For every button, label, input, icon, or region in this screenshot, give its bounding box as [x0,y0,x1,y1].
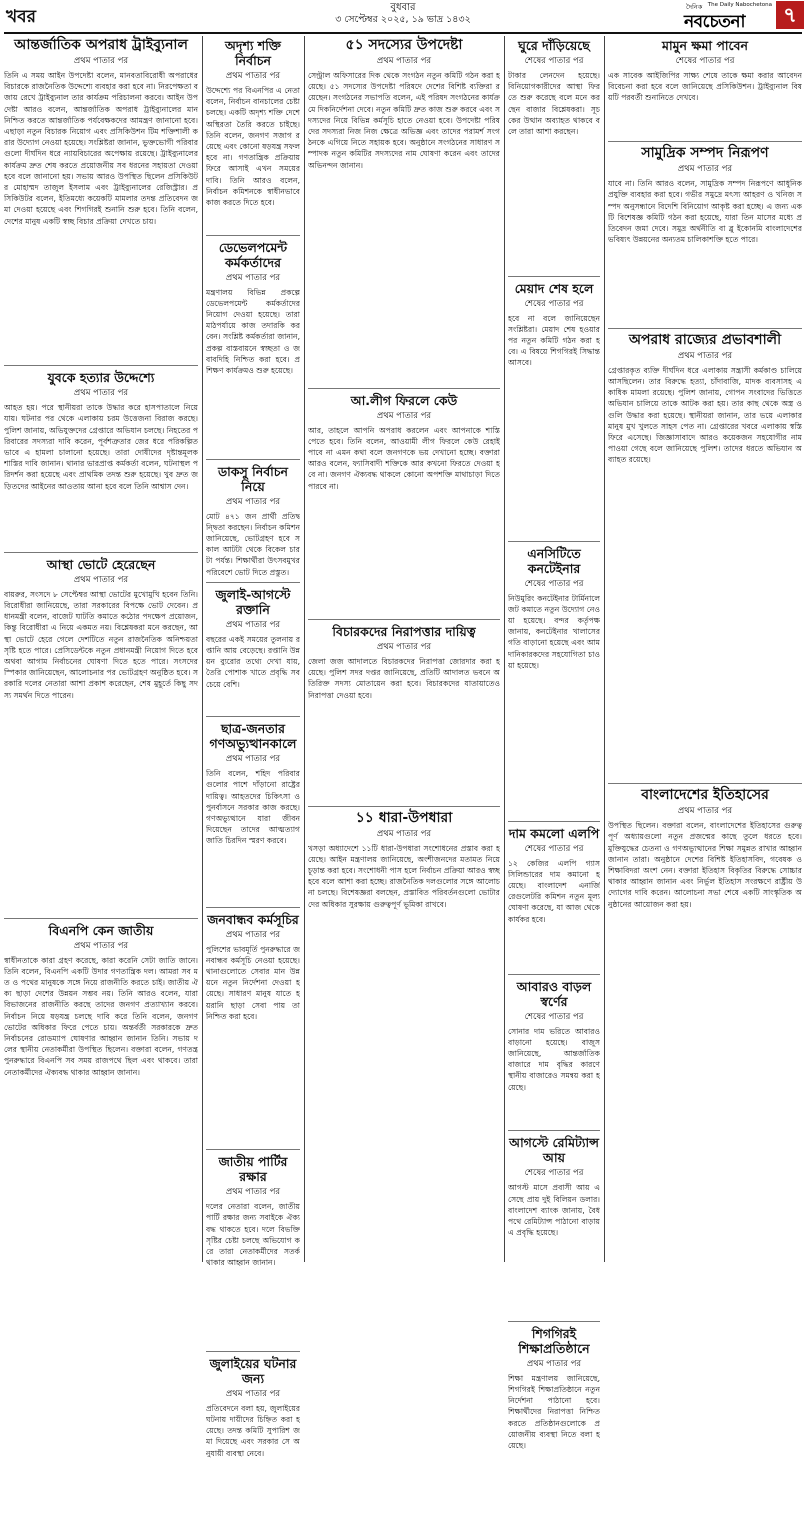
article-divider [508,1130,600,1132]
article-byline: প্রথম পাতার পর [225,1388,281,1399]
article-divider [206,1351,300,1353]
article-headline: অদৃশ্য শক্তি নির্বাচন [225,38,281,68]
article-byline: প্রথম পাতার পর [73,940,129,951]
article-byline: প্রথম পাতার পর [225,754,281,765]
article-body: সেন্ট্রাল অফিসারের দিক থেকে সংগঠন নতুন কমিটি গঠন করা হয়েছে। ৫১ সদস্যের উপদেষ্টা পরিষদে দেশের বিশিষ্ট ব্যক্তিরা রয়েছেন। সংগঠনের সভাপতি বলেন, এই পরিষদ সংগঠনের কার্যক্রমে দিকনির্দেশনা দেবে। নতুন কমিটি দ্রুত কাজ শুরু করবে এবং সদস্যদের নিয়ে বিভিন্ন কর্মসূচি হাতে নেওয়া হবে। উপদেষ্টা পরিষদের সদস্যরা নিজ নিজ ক্ষেত্রে অভিজ্ঞ এবং তাদের পরামর্শ সংগঠনকে এগিয়ে নিতে সহায়ক হবে। অনুষ্ঠানে সংগঠনের সাধারণ সম্পাদক নতুন কমিটির সদস্যদের নাম ঘোষণা করেন এবং তাদের অভিনন্দন জানান। [308,71,500,170]
article-divider [308,806,500,808]
article-byline: প্রথম পাতার পর [73,574,129,585]
column-4 [508,36,600,1474]
article-body: মোট ৪৭১ জন প্রার্থী প্রতিদ্বন্দ্বিতা করছেন। নির্বাচন কমিশন জানিয়েছে, ভোটগ্রহণ হবে সকাল আটটা থেকে বিকেল চারটা পর্যন্ত। শিক্ষার্থীরা উৎসবমুখর পরিবেশে ভোট দিতে প্রস্তুত। [206,511,300,577]
column-divider [504,36,505,1262]
article-divider [206,582,300,584]
article-divider [608,783,802,785]
article-headline: জুলাই-আগস্টে রক্তানি [215,586,291,617]
masthead [684,2,772,30]
article [206,1154,300,1347]
article-body: মন্ত্রণালয় বিভিন্ন প্রকল্পে ডেভেলপমেন্ট কর্মকর্তাদের নিয়োগ দেওয়া হয়েছে। তারা মাঠপর্যায়ে কাজ তদারকি করবেন। সংশ্লিষ্ট কর্মকর্তারা জানান, প্রকল্প বাস্তবায়নে স্বচ্ছতা ও জবাবদিহি নিশ্চিত করা হবে। প্রশিক্ষণ কার্যক্রমও শুরু হয়েছে। [206,287,300,376]
article-divider [206,459,300,461]
column-3 [308,36,500,1380]
article [508,546,600,817]
article-divider [508,974,600,976]
article-body: জেলা জজ আদালতে বিচারকদের নিরাপত্তা জোরদার করা হয়েছে। পুলিশ সদর দপ্তর জানিয়েছে, প্রতিটি আদালত ভবনে অতিরিক্ত সদস্য মোতায়েন করা হবে। বিচারকদের যাতায়াতেও নিরাপত্তা দেওয়া হবে। [308,656,500,700]
article [308,38,500,384]
article-byline: প্রথম পাতার পর [225,71,281,81]
article-headline: দাম কমলো এলপি [508,825,600,841]
masthead-daily: দৈনিক [686,3,703,11]
column-2 [206,36,300,1537]
article-headline: বাংলাদেশের ইতিহাসের [641,787,769,804]
article-body: তিনি এ সময় আইন উপদেষ্টা বলেন, মানবতাবিরোধী অপরাধের বিচারকে রাজনৈতিক উদ্দেশ্যে ব্যবহার করা হবে না। নিরপেক্ষতা বজায় রেখে ট্রাইব্যুনাল তার কার্যক্রম পরিচালনা করবে। আইন উপদেষ্টা আরও বলেন, আন্তর্জাতিক অপরাধ ট্রাইব্যুনালের মান নিশ্চিত করতে আন্তর্জাতিক পর্যবেক্ষকদের আমন্ত্রণ জানানো হবে। এছাড়া নতুন বিচারক নিয়োগ এবং প্রসিকিউশন টিম শক্তিশালী করার উদ্যোগ নেওয়া হয়েছে। সংশ্লিষ্টরা জানান, ভুক্তভোগী পরিবারগুলো দীর্ঘদিন ধরে ন্যায়বিচারের অপেক্ষায় রয়েছে। ট্রাইব্যুনালের কার্যক্রম দ্রুত শেষ করতে প্রয়োজনীয় সব ধরনের সহায়তা দেওয়া হবে বলে জানানো হয়। সভায় আরও উপস্থিত ছিলেন প্রসিকিউটর মোহাম্মদ তাজুল ইসলাম এবং ট্রাইব্যুনালের রেজিস্ট্রার। প্রসিকিউটর বলেন, ইতিমধ্যে কয়েকটি মামলার তদন্ত প্রতিবেদন জমা দেওয়া হয়েছে এবং শিগগিরই শুনানি শুরু হবে। তিনি বলেন, দেশের মানুষ একটি স্বচ্ছ বিচার প্রক্রিয়া দেখতে চায়। [4,71,198,226]
article-headline: ডেভেলপমেন্ট কর্মকর্তাদের [218,239,288,270]
article [4,370,198,548]
section-title: খবর [6,7,36,27]
article [508,826,600,970]
article-byline: প্রথম পাতার পর [225,1187,281,1198]
article [4,38,198,361]
article-body: সোনার দাম ভরিতে আবারও বাড়ানো হয়েছে। বাজুস জানিয়েছে, আন্তর্জাতিক বাজারে দাম বৃদ্ধির কারণে স্থানীয় বাজারেও সমন্বয় করা হয়েছে। [508,1026,600,1092]
article [308,811,500,1381]
article [206,240,300,455]
article-byline: প্রথম পাতার পর [677,164,733,175]
article-body: টাকার লেনদেন হয়েছে। বিনিয়োগকারীদের আস্থা ফিরতে শুরু করেছে বলে মনে করছেন বাজার বিশ্লেষকরা। সূচকের উত্থান অব্যাহত থাকবে বলে তারা আশা করছেন। [508,71,600,137]
article-byline: শেষের পাতার পর [524,578,584,589]
article-headline: বিএনপি কেন জাতীয় [48,922,154,938]
article-body: খসড়া অধ্যাদেশে ১১টি ধারা-উপধারা সংশোধনের প্রস্তাব করা হয়েছে। আইন মন্ত্রণালয় জানিয়েছে, অংশীজনদের মতামত নিয়ে চূড়ান্ত করা হবে। সংশোধনী পাস হলে নির্বাচন প্রক্রিয়া আরও স্বচ্ছ হবে বলে আশা করা হচ্ছে। রাজনৈতিক দলগুলোর সঙ্গে আলোচনা চলছে। বিশেষজ্ঞরা বলছেন, প্রস্তাবিত পরিবর্তনগুলো ভোটারদের অধিকার সুরক্ষায় গুরুত্বপূর্ণ ভূমিকা রাখবে। [308,843,500,909]
article-byline: প্রথম পাতার পর [225,929,281,940]
article-divider [508,821,600,823]
article-byline: প্রথম পাতার পর [376,828,432,839]
article [508,281,600,537]
article-body: তিনি বলেন, শহিদ পরিবারগুলোর পাশে দাঁড়ানো রাষ্ট্রের দায়িত্ব। আহতদের চিকিৎসা ও পুনর্বাসনে সরকার কাজ করছে। গণঅভ্যুত্থানে যারা জীবন দিয়েছেন তাদের আত্মত্যাগ জাতি চিরদিন স্মরণ করবে। [206,769,300,846]
article-divider [4,365,198,367]
article-body: বছরের একই সময়ের তুলনায় রপ্তানি আয় বেড়েছে। রপ্তানি উন্নয়ন ব্যুরোর তথ্যে দেখা যায়, তৈরি পোশাক খাতে প্রবৃদ্ধি সবচেয়ে বেশি। [206,634,300,689]
article-body: ১২ কেজির এলপি গ্যাস সিলিন্ডারের দাম কমানো হয়েছে। বাংলাদেশ এনার্জি রেগুলেটরি কমিশন নতুন মূল্য ঘোষণা করেছে, যা আজ থেকে কার্যকর হবে। [508,858,600,924]
article-headline: যুবকে হত্যার উদ্দেশ্যে [47,370,155,386]
article-headline: জাতীয় পার্টির রক্ষার [218,1154,288,1185]
article-byline: প্রথম পাতার পর [677,806,733,817]
article [608,333,802,779]
header-weekday: বুধবার [390,2,416,13]
masthead-logo: নবচেতনা [684,12,745,32]
article-headline: অপরাধ রাজ্যের প্রভাবশালী [628,331,782,348]
article [206,587,300,712]
article-body: উপস্থিত ছিলেন। বক্তারা বলেন, বাংলাদেশের ইতিহাসের গুরুত্বপূর্ণ অধ্যায়গুলো নতুন প্রজন্মের কাছে তুলে ধরতে হবে। মুক্তিযুদ্ধের চেতনা ও গণঅভ্যুত্থানের শিক্ষা সমুন্নত রাখার আহ্বান জানান তারা। অনুষ্ঠানে দেশের বিশিষ্ট ইতিহাসবিদ, গবেষক ও শিক্ষাবিদরা অংশ নেন। বক্তারা ইতিহাস বিকৃতির বিরুদ্ধে সোচ্চার থাকার আহ্বান জানান এবং নির্ভুল ইতিহাস সংরক্ষণে রাষ্ট্রীয় উদ্যোগের দাবি করেন। আলোচনা সভা শেষে একটি সাংস্কৃতিক অনুষ্ঠানের আয়োজন করা হয়। [608,821,802,909]
article-body: আহত হয়। পরে স্থানীয়রা তাকে উদ্ধার করে হাসপাতালে নিয়ে যায়। ঘটনার পর থেকে এলাকায় চরম উত্তেজনা বিরাজ করছে। পুলিশ জানায়, অভিযুক্তদের গ্রেপ্তারে অভিযান চলছে। নিহতের পরিবারের সদস্যরা দাবি করেন, পূর্বশত্রুতার জের ধরে পরিকল্পিতভাবে এ হামলা চালানো হয়েছে। তারা দোষীদের দৃষ্টান্তমূলক শাস্তির দাবি জানান। থানার ভারপ্রাপ্ত কর্মকর্তা বলেন, ঘটনাস্থল পরিদর্শন করা হয়েছে এবং প্রাথমিক তদন্ত শুরু হয়েছে। খুব দ্রুত জড়িতদের আইনের আওতায় আনা হবে বলে তিনি আশ্বাস দেন। [4,403,198,491]
article-divider [206,235,300,237]
article-body: নিউমুরিং কনটেইনার টার্মিনালে জট কমাতে নতুন উদ্যোগ নেওয়া হয়েছে। বন্দর কর্তৃপক্ষ জানায়, কনটেইনার খালাসের গতি বাড়ানো হয়েছে এবং আমদানিকারকদের সহযোগিতা চাওয়া হয়েছে। [508,593,600,670]
article-byline: প্রথম পাতার পর [376,56,432,66]
article-byline: প্রথম পাতার পর [376,641,432,652]
article-headline: ঘুরে দাঁড়িয়েছে [518,38,590,53]
article-divider [608,328,802,330]
article [206,38,300,231]
column-divider [202,36,203,1262]
article-divider [608,141,802,143]
article-byline: শেষের পাতার পর [524,298,584,309]
article-headline: জুলাইয়ের ঘটনার জন্য [209,1355,297,1386]
article-byline: শেষের পাতার পর [524,56,584,66]
article [508,979,600,1127]
article-divider [508,276,600,278]
article-divider [308,619,500,621]
article-byline: প্রথম পাতার পর [677,350,733,361]
article-divider [508,1321,600,1323]
article-divider [508,541,600,543]
column-1 [4,36,198,1380]
header-date: ৩ সেপ্টেম্বর ২০২৫, ১৯ ভাদ্র ১৪৩২ [335,14,471,25]
article [508,38,600,272]
article-divider [206,907,300,909]
article-body: বায়রুর, সংসদে ৮ সেপ্টেম্বর আস্থা ভোটের মুখোমুখি হবেন তিনি। বিরোধীরা জানিয়েছে, তারা সরকারের বিপক্ষে ভোট দেবেন। প্রধানমন্ত্রী বলেন, বাজেট ঘাটতি কমাতে কঠোর পদক্ষেপ প্রয়োজন, কিন্তু বিরোধীরা এ নিয়ে একমত নয়। বিশ্লেষকরা মনে করছেন, আস্থা ভোটে হেরে গেলে দেশটিতে নতুন রাজনৈতিক অনিশ্চয়তা সৃষ্টি হতে পারে। প্রেসিডেন্টকে নতুন প্রধানমন্ত্রী নিয়োগ দিতে হবে অথবা আগাম নির্বাচনের ঘোষণা দিতে হতে পারে। সংসদের স্পিকার জানিয়েছেন, আলোচনার পর ভোটগ্রহণ অনুষ্ঠিত হবে। সরকারি দলের নেতারা আশা প্রকাশ করেছেন, শেষ মুহূর্তে কিছু সদস্য সমর্থন দিতে পারেন। [4,589,198,700]
column-divider [304,36,305,1262]
article-headline: শিগগিরই শিক্ষাপ্রতিষ্ঠানে [518,1325,590,1356]
article-byline: প্রথম পাতার পর [225,619,281,630]
article-headline: আবারও বাড়ল স্বর্ণের [516,978,592,1009]
article [206,464,300,578]
article-headline: আন্তর্জাতিক অপরাধ ট্রাইব্যুনাল [14,37,188,53]
article [508,1326,600,1474]
article-headline: মেয়াদ শেষ হলে [514,280,594,296]
article-byline: প্রথম পাতার পর [376,410,432,421]
article-body: পুলিশের ভাবমূর্তি পুনরুদ্ধারে জনবান্ধব কর্মসূচি নেওয়া হয়েছে। থানাগুলোতে সেবার মান উন্নয়নে নতুন নির্দেশনা দেওয়া হয়েছে। সাধারণ মানুষ যাতে হয়রানি ছাড়া সেবা পায় তা নিশ্চিত করা হবে। [206,944,300,1021]
masthead-english: The Daily Nabochetona [707,2,772,8]
page-header [0,0,806,32]
header-rule [4,32,802,34]
article-body: স্বাধীনতাকে কারা গ্রহণ করেছে, কারা করেনি সেটা জাতি জানে। তিনি বলেন, বিএনপি একটি উদার গণতান্ত্রিক দল। আমরা সব মত ও পথের মানুষকে সঙ্গে নিয়ে রাজনীতি করতে চাই। জাতীয় ঐক্য ছাড়া দেশের উন্নয়ন সম্ভব নয়। তিনি আরও বলেন, যারা বিভাজনের রাজনীতি করছে তাদের জনগণ প্রত্যাখ্যান করবে। নির্বাচন নিয়ে ষড়যন্ত্র চলছে দাবি করে তিনি বলেন, জনগণ ভোটের অধিকার ফিরে পেতে চায়। অন্তর্বর্তী সরকারকে দ্রুত নির্বাচনের রোডম্যাপ ঘোষণার আহ্বান জানান তিনি। সভায় দলের স্থানীয় নেতাকর্মীরা উপস্থিত ছিলেন। বক্তারা বলেন, গণতন্ত্র পুনরুদ্ধারে বিএনপি সব সময় রাজপথে ছিল এবং থাকবে। তারা নেতাকর্মীদের ঐক্যবদ্ধ থাকার আহ্বান জানান। [4,955,198,1077]
article [308,624,500,802]
column-5 [608,36,802,1313]
article-divider [206,1149,300,1151]
article-headline: ১১ ধারা-উপধারা [355,809,453,826]
article-divider [4,552,198,554]
article-headline: ডাকসু নির্বাচন নিয়ে [217,463,288,494]
article-headline: ৫১ সদস্যের উপদেষ্টা [345,37,463,53]
article-body: গ্রেপ্তারকৃত ব্যক্তি দীর্ঘদিন ধরে এলাকায় সন্ত্রাসী কর্মকাণ্ড চালিয়ে আসছিলেন। তার বিরুদ্ধে হত্যা, চাঁদাবাজি, মাদক ব্যবসাসহ একাধিক মামলা রয়েছে। পুলিশ জানায়, গোপন সংবাদের ভিত্তিতে অভিযান চালিয়ে তাকে আটক করা হয়। তার কাছ থেকে অস্ত্র ও গুলি উদ্ধার করা হয়েছে। স্থানীয়রা জানান, তার ভয়ে এলাকার মানুষ মুখ খুলতে সাহস পেত না। গ্রেপ্তারের খবরে এলাকায় স্বস্তি ফিরে এসেছে। জিজ্ঞাসাবাদে আরও কয়েকজন সহযোগীর নাম পাওয়া গেছে বলে জানিয়েছে পুলিশ। তাদের ধরতে অভিযান অব্যাহত রয়েছে। [608,365,802,465]
article-byline: শেষের পাতার পর [675,56,735,66]
article-byline: প্রথম পাতার পর [73,56,129,66]
article-headline: বিচারকদের নিরাপত্তার দায়িত্ব [332,623,476,639]
article-body: এক সাবেক আইজিপির সাক্ষ্য শেষে তাকে ক্ষমা করার আবেদন বিবেচনা করা হবে বলে জানিয়েছে প্রসিকিউশন। ট্রাইব্যুনাল বিষয়টি পরবর্তী শুনানিতে দেখবে। [608,71,802,103]
article-headline: এনসিটিতে কনটেইনার [527,545,581,576]
article-body: আগস্ট মাসে প্রবাসী আয় এসেছে প্রায় দুই বিলিয়ন ডলার। বাংলাদেশ ব্যাংক জানায়, বৈধ পথে রেমিট্যান্স পাঠানো বাড়ায় এ প্রবৃদ্ধি হয়েছে। [508,1183,600,1238]
article-body: হবে না বলে জানিয়েছেন সংশ্লিষ্টরা। মেয়াদ শেষ হওয়ার পর নতুন কমিটি গঠন করা হবে। এ বিষয়ে শিগগিরই সিদ্ধান্ত আসবে। [508,313,600,368]
article-body: আর, তাহলে আপনি অপরাধ করলেন এবং আপনাকে শাস্তি পেতে হবে। তিনি বলেন, আওয়ামী লীগ ফিরলে কেউ রেহাই পাবে না এমন কথা বলে জনগণকে ভয় দেখানো হচ্ছে। বক্তারা আরও বলেন, ফ্যাসিবাদী শক্তিকে আর কখনো ফিরতে দেওয়া হবে না। জনগণ ঐক্যবদ্ধ থাকলে কোনো অপশক্তি মাথাচাড়া দিতে পারবে না। [308,425,500,491]
article [608,38,802,137]
article [608,788,802,1313]
article [4,923,198,1381]
page-number: ৭ [776,1,804,29]
article-byline: প্রথম পাতার পর [225,272,281,283]
article-headline: মামুন ক্ষমা পাবেন [662,38,748,53]
article [608,146,802,324]
article-headline: আগস্টে রেমিট্যান্স আয় [509,1135,599,1166]
article [206,1356,300,1537]
article [206,721,300,902]
article-headline: ছাত্র-জনতার গণঅভ্যুত্থানকালে [209,721,297,752]
article-byline: শেষের পাতার পর [524,1168,584,1179]
article-headline: আস্থা ভোটে হেরেছেন [46,556,156,572]
article-byline: প্রথম পাতার পর [73,388,129,399]
article-headline: জনবান্ধব কর্মসূচির [207,911,299,927]
article [508,1135,600,1316]
article-divider [308,388,500,390]
article-byline: প্রথম পাতার পর [225,496,281,507]
article-byline: শেষের পাতার পর [524,843,584,854]
article-divider [206,716,300,718]
article-body: প্রতিবেদনে বলা হয়, জুলাইয়ের ঘটনায় দায়ীদের চিহ্নিত করা হয়েছে। তদন্ত কমিটি সুপারিশ জমা দিয়েছে এবং সরকার সে অনুযায়ী ব্যবস্থা নেবে। [206,1403,300,1458]
column-divider [604,36,605,1262]
article-body: যাবে না। তিনি আরও বলেন, সামুদ্রিক সম্পদ নিরূপণে আধুনিক প্রযুক্তি ব্যবহার করা হবে। গভীর সমুদ্রে মৎস্য আহরণ ও খনিজ সম্পদ অনুসন্ধানে বিদেশি বিনিয়োগ আকৃষ্ট করা হচ্ছে। এ জন্য একটি বিশেষজ্ঞ কমিটি গঠন করা হয়েছে, যারা তিন মাসের মধ্যে প্রতিবেদন জমা দেবে। সমুদ্র অর্থনীতি বা ব্লু ইকোনমি বাংলাদেশের ভবিষ্যৎ উন্নয়নের অন্যতম চালিকাশক্তি হতে পারে। [608,179,802,245]
article [206,912,300,1146]
article-byline: প্রথম পাতার পর [526,1358,582,1369]
article-headline: আ.লীগ ফিরলে কেউ [350,392,458,408]
article-body: উদ্দেশ্যে পর বিএনপির এ নেতা বলেন, নির্বাচন বানচালের চেষ্টা চলছে। একটি অদৃশ্য শক্তি দেশে অস্থিরতা তৈরি করতে চাইছে। তিনি বলেন, জনগণ সজাগ রয়েছে এবং কোনো ষড়যন্ত্র সফল হবে না। গণতান্ত্রিক প্রক্রিয়ায় ফিরে আসাই এখন সময়ের দাবি। তিনি আরও বলেন, নির্বাচন কমিশনকে স্বাধীনভাবে কাজ করতে দিতে হবে। [206,86,300,208]
article [308,393,500,615]
article-body: দলের নেতারা বলেন, জাতীয় পার্টি রক্ষার জন্য সবাইকে ঐক্যবদ্ধ থাকতে হবে। দলে বিভক্তি সৃষ্টির চেষ্টা চলছে অভিযোগ করে তারা নেতাকর্মীদের সতর্ক থাকার আহ্বান জানান। [206,1202,300,1268]
article-byline: শেষের পাতার পর [524,1011,584,1022]
article [4,557,198,914]
article-body: শিক্ষা মন্ত্রণালয় জানিয়েছে, শিগগিরই শিক্ষাপ্রতিষ্ঠানে নতুন নির্দেশনা পাঠানো হবে। শিক্ষার্থীদের নিরাপত্তা নিশ্চিত করতে প্রতিষ্ঠানগুলোকে প্রয়োজনীয় ব্যবস্থা নিতে বলা হয়েছে। [508,1373,600,1450]
article-divider [4,918,198,920]
article-headline: সামুদ্রিক সম্পদ নিরূপণ [641,145,769,162]
